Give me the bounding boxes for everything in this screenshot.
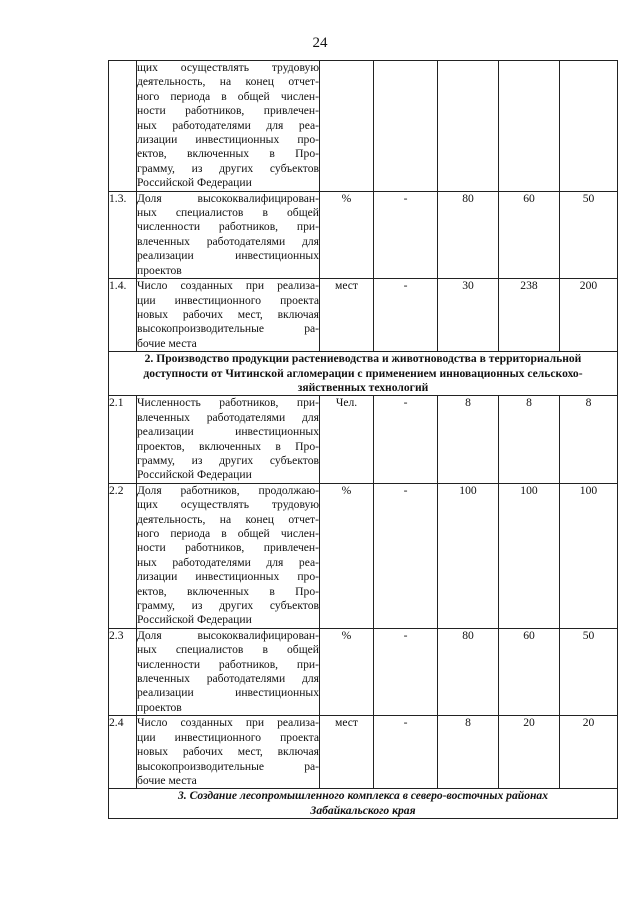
indicator-name-line: лизации инвестиционных про- [137,133,319,147]
indicator-name-line: Число созданных при реализа- [137,279,319,293]
indicator-name-line: Российской Федерации [137,176,252,190]
indicator-name-line: реализации инвестиционных [137,686,319,700]
value-cell-1: 8 [438,396,499,483]
indicator-name-line: бочие места [137,773,197,787]
unit-cell: % [320,483,374,628]
unit-cell [320,61,374,192]
indicator-name-line: бочие места [137,336,197,350]
indicator-name-line: деятельность, на конец отчет- [137,512,319,526]
indicator-name [137,191,320,278]
value-cell-2: 20 [499,716,560,789]
indicator-name [137,716,320,789]
indicator-name-line: щих осуществлять трудовую [137,498,319,512]
indicator-number [109,61,137,192]
value-cell-3: 50 [560,191,618,278]
value-cell-1: 80 [438,628,499,715]
indicator-name-line: Численность работников, при- [137,396,319,410]
value-cell-3: 100 [560,483,618,628]
indicator-name-line: проектов [137,263,182,277]
indicator-name-line: влеченных работодателями для [137,672,319,686]
indicator-number: 2.3 [109,628,137,715]
indicator-name-line: ции инвестиционного проекта [137,730,319,744]
indicator-name-line: новых рабочих мест, включая [137,307,319,321]
table-row [109,61,618,192]
section-title [109,789,618,819]
indicator-name [137,628,320,715]
indicator-name-line: влеченных работодателями для [137,410,319,424]
table-row [109,628,618,715]
indicator-number: 2.1 [109,396,137,483]
value-cell-2: 100 [499,483,560,628]
indicator-name-line: влеченных работодателями для [137,234,319,248]
indicator-number: 2.2 [109,483,137,628]
value-cell-2: 238 [499,279,560,352]
base-value-cell: - [374,279,438,352]
indicator-number: 2.4 [109,716,137,789]
indicator-name-line: реализации инвестиционных [137,249,319,263]
indicator-name-line: высокопроизводительные ра- [137,759,319,773]
indicators-table [108,60,618,819]
indicator-name-line: деятельность, на конец отчет- [137,75,319,89]
indicator-name-line: ектов, включенных в Про- [137,584,319,598]
indicator-name-line: ного периода в общей числен- [137,89,319,103]
value-cell-1: 100 [438,483,499,628]
indicator-name-line: Российской Федерации [137,468,252,482]
indicator-name-line: высокопроизводительные ра- [137,322,319,336]
indicator-name [137,61,320,192]
indicator-name-line: грамму, из других субъектов [137,599,319,613]
indicator-name-line: грамму, из других субъектов [137,161,319,175]
value-cell-3 [560,61,618,192]
unit-cell: % [320,628,374,715]
indicator-name-line: проектов [137,700,182,714]
section-title [109,352,618,396]
unit-cell: Чел. [320,396,374,483]
indicator-name-line: ектов, включенных в Про- [137,147,319,161]
value-cell-2: 60 [499,191,560,278]
indicator-number: 1.4. [109,279,137,352]
indicator-name-line: щих осуществлять трудовую [137,61,319,74]
table-row [109,279,618,352]
value-cell-3: 200 [560,279,618,352]
table-row [109,396,618,483]
section-title-line: 2. Производство продукции растениеводства и животноводства в территориальной [144,352,582,366]
indicator-name-line: реализации инвестиционных [137,425,319,439]
value-cell-2 [499,61,560,192]
page-number: 24 [312,35,328,51]
value-cell-2: 60 [499,628,560,715]
value-cell-1: 30 [438,279,499,352]
base-value-cell: - [374,191,438,278]
indicator-name-line: ного периода в общей числен- [137,527,319,540]
indicator-name-line: ции инвестиционного проекта [137,293,319,307]
indicator-name-line: грамму, из других субъектов [137,453,319,467]
value-cell-3: 8 [560,396,618,483]
table-row [109,483,618,628]
indicator-name-line: Доля высококвалифицирован- [137,191,319,205]
indicator-name-line: Число созданных при реализа- [137,716,319,730]
indicator-name-line: ных работодателями для реа- [137,555,319,569]
indicator-name-line: Доля работников, продолжаю- [137,483,319,497]
section-title-line: Забайкальского края [310,803,416,817]
section-title-line: зяйственных технологий [297,380,429,394]
section-title-line: доступности от Читинской агломерации с применением инновационных сельскохо- [143,366,583,380]
value-cell-1 [438,61,499,192]
indicator-name-line: проектов, включенных в Про- [137,439,319,453]
base-value-cell: - [374,628,438,715]
indicator-name-line: ности работников, привлечен- [137,541,319,555]
indicator-name-line: ных работодателями для реа- [137,118,319,132]
indicator-name [137,396,320,483]
base-value-cell [374,61,438,192]
table-row [109,191,618,278]
section-title-line: 3. Создание лесопромышленного комплекса в северо-восточных районах [177,789,549,803]
unit-cell: мест [320,716,374,789]
value-cell-1: 80 [438,191,499,278]
section-header-row [109,789,618,819]
value-cell-3: 20 [560,716,618,789]
indicator-name-line: ных специалистов в общей [137,643,319,657]
indicator-name [137,483,320,628]
indicator-name-line: Доля высококвалифицирован- [137,628,319,642]
indicator-name-line: численности работников, при- [137,220,319,234]
base-value-cell: - [374,483,438,628]
indicator-name [137,279,320,352]
table-row [109,716,618,789]
indicator-name-line: Российской Федерации [137,613,252,627]
unit-cell: % [320,191,374,278]
value-cell-3: 50 [560,628,618,715]
section-header-row [109,352,618,396]
indicator-name-line: новых рабочих мест, включая [137,745,319,759]
value-cell-1: 8 [438,716,499,789]
indicator-name-line: ных специалистов в общей [137,206,319,220]
indicator-number: 1.3. [109,191,137,278]
base-value-cell: - [374,716,438,789]
indicator-name-line: численности работников, при- [137,657,319,671]
indicator-name-line: лизации инвестиционных про- [137,570,319,584]
value-cell-2: 8 [499,396,560,483]
base-value-cell: - [374,396,438,483]
unit-cell: мест [320,279,374,352]
indicator-name-line: ности работников, привлечен- [137,104,319,118]
